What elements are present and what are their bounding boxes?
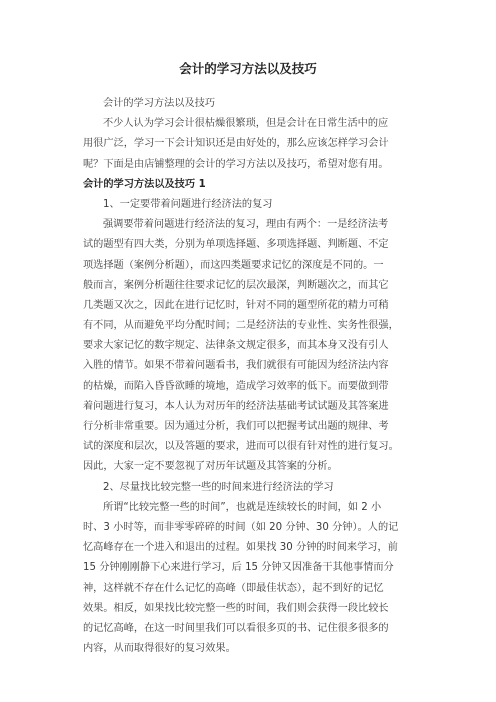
text-line: 内容，从而取得很好的复习效果。 bbox=[83, 643, 236, 655]
text-line: 项选择题（案例分析题），而这四类题要求记忆的深度是不同的。一 bbox=[83, 259, 384, 271]
text-line: 忆高峰存在一个进入和退出的过程。如果找 30 分钟的时间来学习，前 bbox=[83, 542, 398, 554]
document-body bbox=[83, 94, 413, 659]
text-line: 强调要带着问题进行经济法的复习，理由有两个：一是经济法考 bbox=[103, 219, 389, 231]
text-line: 会计的学习方法以及技巧 bbox=[103, 98, 216, 109]
text-line: 所谓“比较完整一些的时间”，也就是连续较长的时间，如 2 小 bbox=[103, 501, 382, 513]
text-line: 因此，大家一定不要忽视了对历年试题及其答案的分析。 bbox=[83, 461, 338, 473]
text-line: 神，这样就不存在什么记忆的高峰（即最佳状态），起不到好的记忆 bbox=[83, 582, 384, 594]
section-heading: 会计的学习方法以及技巧 1 bbox=[83, 178, 206, 190]
text-line: 几类题又次之，因此在进行记忆时，针对不同的题型所花的精力可稍 bbox=[83, 299, 389, 311]
text-line: 行分析非常重要。因为通过分析，我们可以把握考试出题的规律、考 bbox=[83, 421, 389, 432]
text-line: 1、一定要带着问题进行经济法的复习 bbox=[103, 198, 273, 210]
text-line: 15 分钟刚刚静下心来进行学习，后 15 分钟又因准备干其他事情而分 bbox=[83, 562, 394, 574]
text-line: 试的深度和层次，以及答题的要求，进而可以很有针对性的进行复习。 bbox=[83, 441, 399, 453]
text-line: 效果。相反，如果找比较完整一些的时间，我们则会获得一段比较长 bbox=[83, 602, 389, 614]
text-line: 要求大家记忆的数字规定、法律条文规定很多，而其本身又没有引人 bbox=[83, 340, 389, 352]
text-line: 有不同，从而避免平均分配时间；二是经济法的专业性、实务性很强， bbox=[83, 320, 399, 332]
text-line: 的记忆高峰，在这一时间里我们可以看很多页的书、记住很多很多的 bbox=[83, 622, 389, 634]
text-line: 试的题型有四大类，分别为单项选择题、多项选择题、判断题、不定 bbox=[83, 239, 389, 251]
text-line: 般而言，案例分析题往往要求记忆的层次最深，判断题次之，而其它 bbox=[83, 279, 389, 291]
document-title: 会计的学习方法以及技巧 bbox=[179, 61, 317, 76]
text-line: 用很广泛，学习一下会计知识还是由好处的，那么应该怎样学习会计 bbox=[83, 138, 389, 150]
text-line: 不少人认为学习会计很枯燥很繁琐，但是会计在日常生活中的应 bbox=[103, 118, 389, 130]
text-line: 2、尽量找比较完整一些的时间来进行经济法的学习 bbox=[103, 481, 334, 493]
text-line: 呢？下面是由店铺整理的会计的学习方法以及技巧，希望对您有用。 bbox=[83, 158, 389, 170]
text-line: 入胜的情节。如果不带着问题看书，我们就很有可能因为经济法内容 bbox=[83, 360, 389, 372]
text-line: 着问题进行复习，本人认为对历年的经济法基础考试试题及其答案进 bbox=[83, 400, 389, 412]
text-line: 的枯燥，而陷入昏昏欲睡的境地，造成学习效率的低下。而要做到带 bbox=[83, 380, 389, 392]
text-line: 时、3 小时等，而非零零碎碎的时间（如 20 分钟、30 分钟）。人的记 bbox=[83, 521, 399, 533]
